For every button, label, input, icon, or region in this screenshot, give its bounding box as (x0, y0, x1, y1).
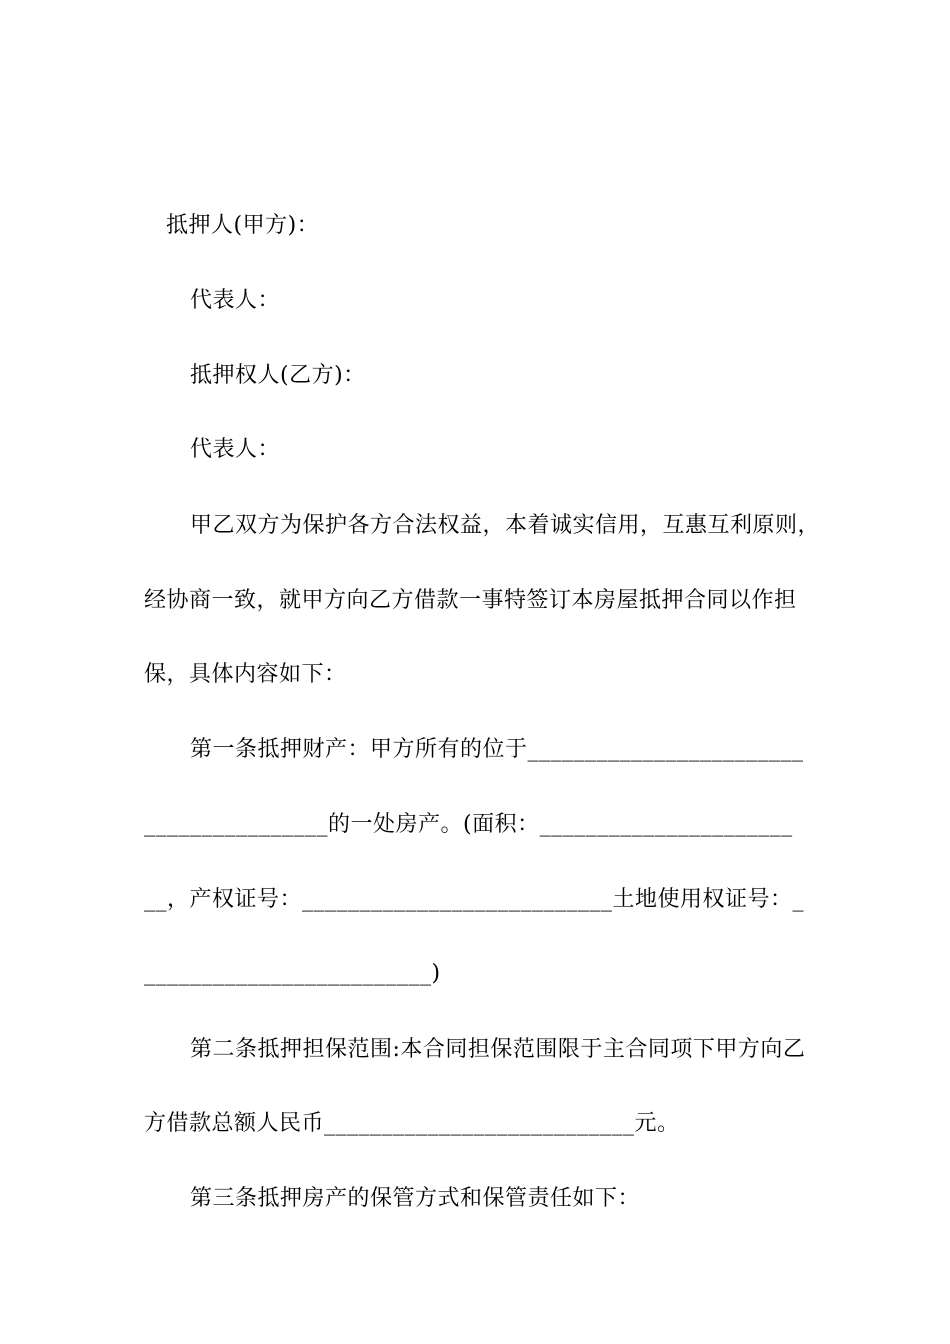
intro-paragraph-line-2: 经协商一致，就甲方向乙方借款一事特签订本房屋抵押合同以作担 (144, 588, 797, 613)
article-1-line-3: __，产权证号：___________________________土地使用权证号：_ (144, 887, 805, 912)
article-1-line-4: _________________________) (144, 961, 441, 986)
article-1-line-2: ________________的一处房产。(面积：______________________ (144, 812, 793, 837)
article-2-line-2: 方借款总额人民币___________________________元。 (144, 1111, 680, 1136)
mortgagor-label: 抵押人(甲方)： (166, 213, 320, 238)
mortgagee-label: 抵押权人(乙方)： (190, 363, 366, 388)
mortgagee-representative-label: 代表人： (190, 437, 281, 462)
intro-paragraph-line-1: 甲乙双方为保护各方合法权益，本着诚实信用，互惠互利原则， (190, 513, 821, 538)
mortgagor-representative-label: 代表人： (190, 288, 281, 313)
article-3-line-1: 第三条抵押房产的保管方式和保管责任如下： (190, 1186, 641, 1211)
article-1-line-1: 第一条抵押财产：甲方所有的位于________________________ (190, 737, 804, 762)
intro-paragraph-line-3: 保，具体内容如下： (144, 662, 347, 687)
article-2-line-1: 第二条抵押担保范围:本合同担保范围限于主合同项下甲方向乙 (190, 1037, 806, 1062)
